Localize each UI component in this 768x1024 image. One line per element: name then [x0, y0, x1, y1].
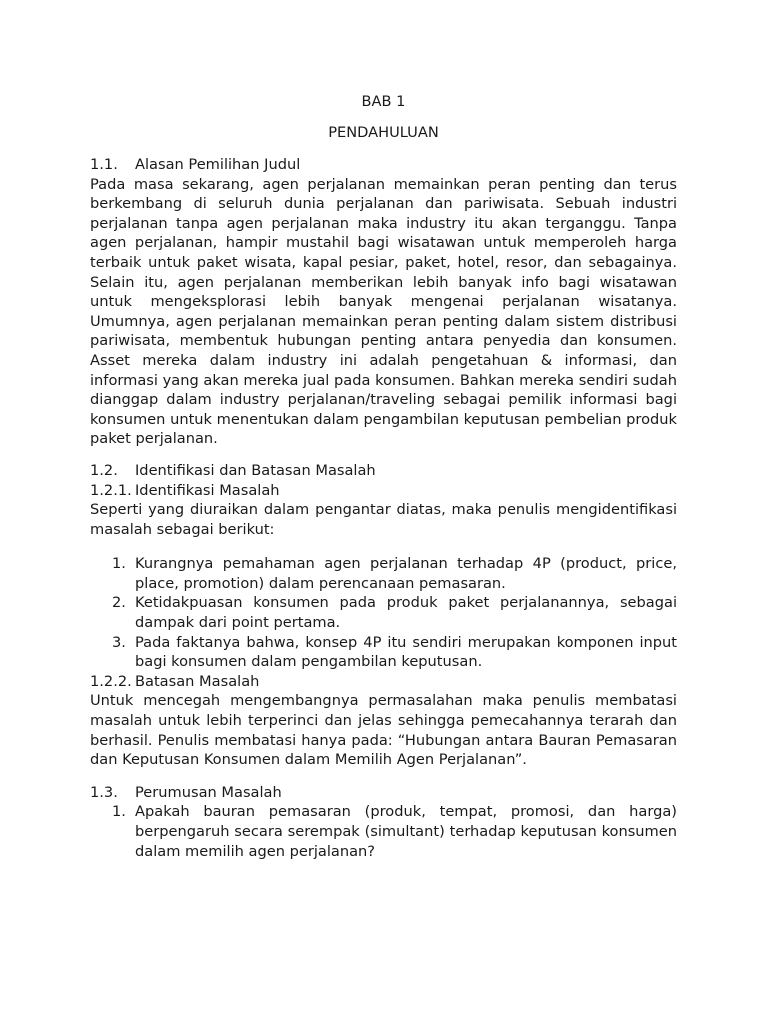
list-item — [90, 593, 677, 632]
section-heading-1-2-1 — [90, 481, 677, 501]
section-title: Perumusan Masalah — [135, 783, 282, 801]
list-item-text: Apakah bauran pemasaran (produk, tempat, promosi, dan harga) berpengaruh secara serempak (simultant) terhadap keputusan konsumen dalam memilih agen perjalanan? — [135, 803, 677, 860]
list-item — [90, 633, 677, 672]
section-heading-1-2 — [90, 461, 677, 481]
section-heading-1-1 — [90, 155, 677, 175]
chapter-number: BAB 1 — [361, 93, 406, 110]
list-item-text: Kurangnya pemahaman agen perjalanan terhadap 4P (product, price, place, promotion) dalam perencanaan pemasaran. — [135, 555, 677, 592]
document-page — [90, 92, 677, 861]
list-item — [90, 802, 677, 861]
list-item-text: Pada faktanya bahwa, konsep 4P itu sendiri merupakan komponen input bagi konsumen dalam pengambilan keputusan. — [135, 633, 677, 671]
list-item-text: Ketidakpuasan konsumen pada produk paket perjalanannya, sebagai dampak dari point pertama. — [135, 594, 677, 632]
list-item-number: 1. — [112, 803, 126, 821]
paragraph-alasan: Pada masa sekarang, agen perjalanan memainkan peran penting dan terus berkembang di seluruh dunia perjalanan dan pariwisata. Sebuah industri perjalanan tanpa agen perjalanan maka industry itu akan terganggu. Tanpa agen perjalanan, hampir mustahil bagi wisatawan untuk memperoleh harga terbaik untuk paket wisata, kapal pesiar, paket, hotel, resor, dan sebagainya. Selain itu, agen perjalanan memberikan lebih banyak info bagi wisatawan untuk mengeksplorasi lebih banyak mengenai perjalanan wisatanya. Umumnya, agen perjalanan memainkan peran penting dalam sistem distribusi pariwisata, membentuk hubungan penting antara penyedia dan konsumen. Asset mereka dalam industry ini adalah pengetahuan & informasi, dan informasi yang akan mereka jual pada konsumen. Bahkan mereka sendiri sudah dianggap dalam industry perjalanan/traveling sebagai pemilik informasi bagi konsumen untuk menentukan dalam pengambilan keputusan pembelian produk paket perjalanan. — [90, 175, 677, 448]
section-number: 1.2.1. — [90, 481, 132, 499]
section-number: 1.3. — [90, 783, 118, 801]
section-title: Identifikasi dan Batasan Masalah — [135, 461, 376, 479]
perumusan-list — [90, 802, 677, 861]
section-title: Batasan Masalah — [135, 672, 260, 690]
paragraph-identifikasi: Seperti yang diuraikan dalam pengantar diatas, maka penulis mengidentifikasi masalah sebagai berikut: — [90, 501, 677, 538]
identifikasi-list — [90, 554, 677, 672]
section-heading-1-3 — [90, 783, 677, 803]
section-number: 1.2.2. — [90, 672, 132, 690]
section-number: 1.1. — [90, 156, 118, 173]
paragraph-batasan: Untuk mencegah mengembangnya permasalahan maka penulis membatasi masalah untuk lebih terperinci dan jelas sehingga pemecahannya terarah dan berhasil. Penulis membatasi hanya pada: “Hubungan antara Bauran Pemasaran dan Keputusan Konsumen dalam Memilih Agen Perjalanan”. — [90, 692, 677, 769]
chapter-title: PENDAHULUAN — [328, 124, 439, 141]
section-title: Alasan Pemilihan Judul — [135, 156, 301, 173]
section-title: Identifikasi Masalah — [135, 481, 280, 499]
list-item — [90, 554, 677, 593]
list-item-number: 2. — [112, 594, 126, 612]
section-heading-1-2-2 — [90, 672, 677, 692]
section-number: 1.2. — [90, 461, 118, 479]
list-item-number: 1. — [112, 555, 126, 573]
list-item-number: 3. — [112, 633, 126, 651]
